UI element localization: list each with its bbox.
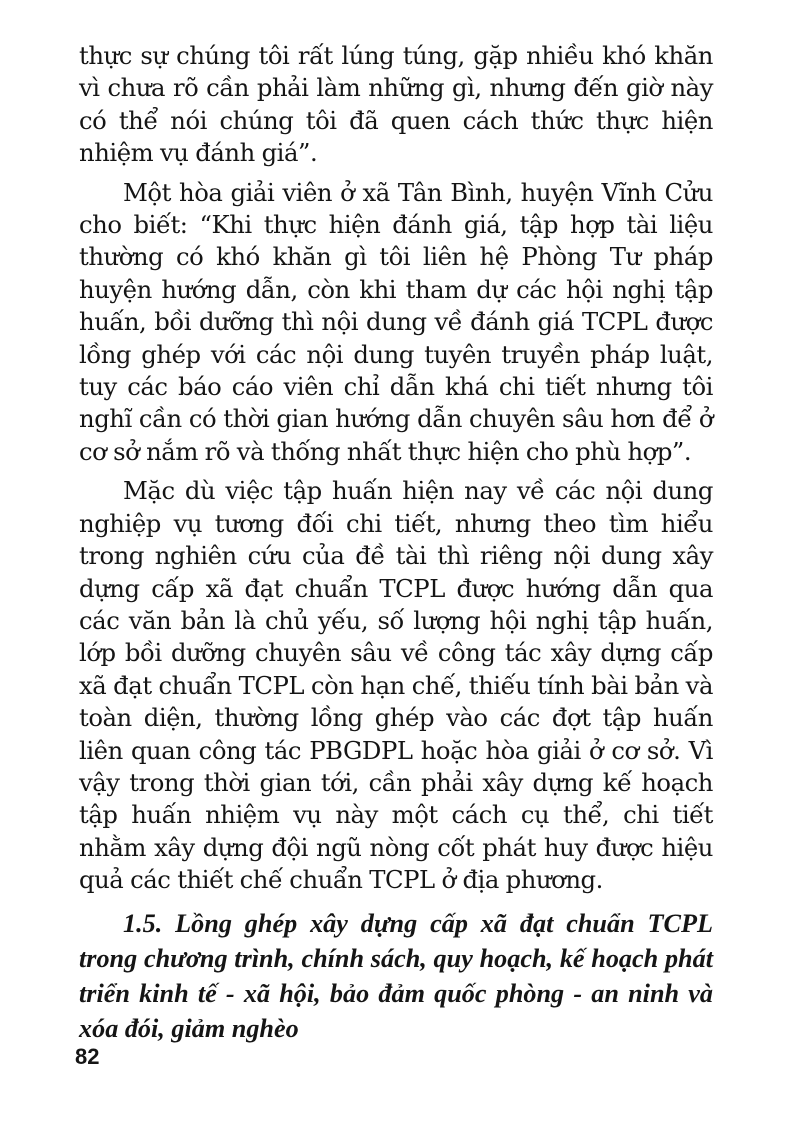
paragraph-quote-hoa-giai-vien: Một hòa giải viên ở xã Tân Bình, huyện Vĩnh Cửu cho biết: “Khi thực hiện đánh giá, tập hợp tài liệu thường có khó khăn gì tôi liên hệ Phòng Tư pháp huyện hướng dẫn, còn khi tham dự các hội nghị tập huấn, bồi dưỡng thì nội dung về đánh giá TCPL được lồng ghép với các nội dung tuyên truyền pháp luật, tuy các báo cáo viên chỉ dẫn khá chi tiết nhưng tôi nghĩ cần có thời gian hướng dẫn chuyên sâu hơn để ở cơ sở nắm rõ và thống nhất thực hiện cho phù hợp”. (79, 177, 713, 466)
paragraph-continuation: thực sự chúng tôi rất lúng túng, gặp nhiều khó khăn vì chưa rõ cần phải làm những gì, nhưng đến giờ này có thể nói chúng tôi đã quen cách thức thực hiện nhiệm vụ đánh giá”. (79, 41, 713, 168)
paragraph-tap-huan: Mặc dù việc tập huấn hiện nay về các nội dung nghiệp vụ tương đối chi tiết, nhưng theo tìm hiểu trong nghiên cứu của đề tài thì riêng nội dung xây dựng cấp xã đạt chuẩn TCPL được hướng dẫn qua các văn bản là chủ yếu, số lượng hội nghị tập huấn, lớp bồi dưỡng chuyên sâu về công tác xây dựng cấp xã đạt chuẩn TCPL còn hạn chế, thiếu tính bài bản và toàn diện, thường lồng ghép vào các đợt tập huấn liên quan công tác PBGDPL hoặc hòa giải ở cơ sở. Vì vậy trong thời gian tới, cần phải xây dựng kế hoạch tập huấn nhiệm vụ này một cách cụ thể, chi tiết nhằm xây dựng đội ngũ nòng cốt phát huy được hiệu quả các thiết chế chuẩn TCPL ở địa phương. (79, 476, 713, 895)
page-number: 82 (75, 1044, 100, 1069)
section-heading: 1.5. Lồng ghép xây dựng cấp xã đạt chuẩn TCPL trong chương trình, chính sách, quy hoạch, kế hoạch phát triển kinh tế - xã hội, bảo đảm quốc phòng - an ninh và xóa đói, giảm nghèo (79, 908, 713, 1043)
body-text (79, 40, 713, 1046)
